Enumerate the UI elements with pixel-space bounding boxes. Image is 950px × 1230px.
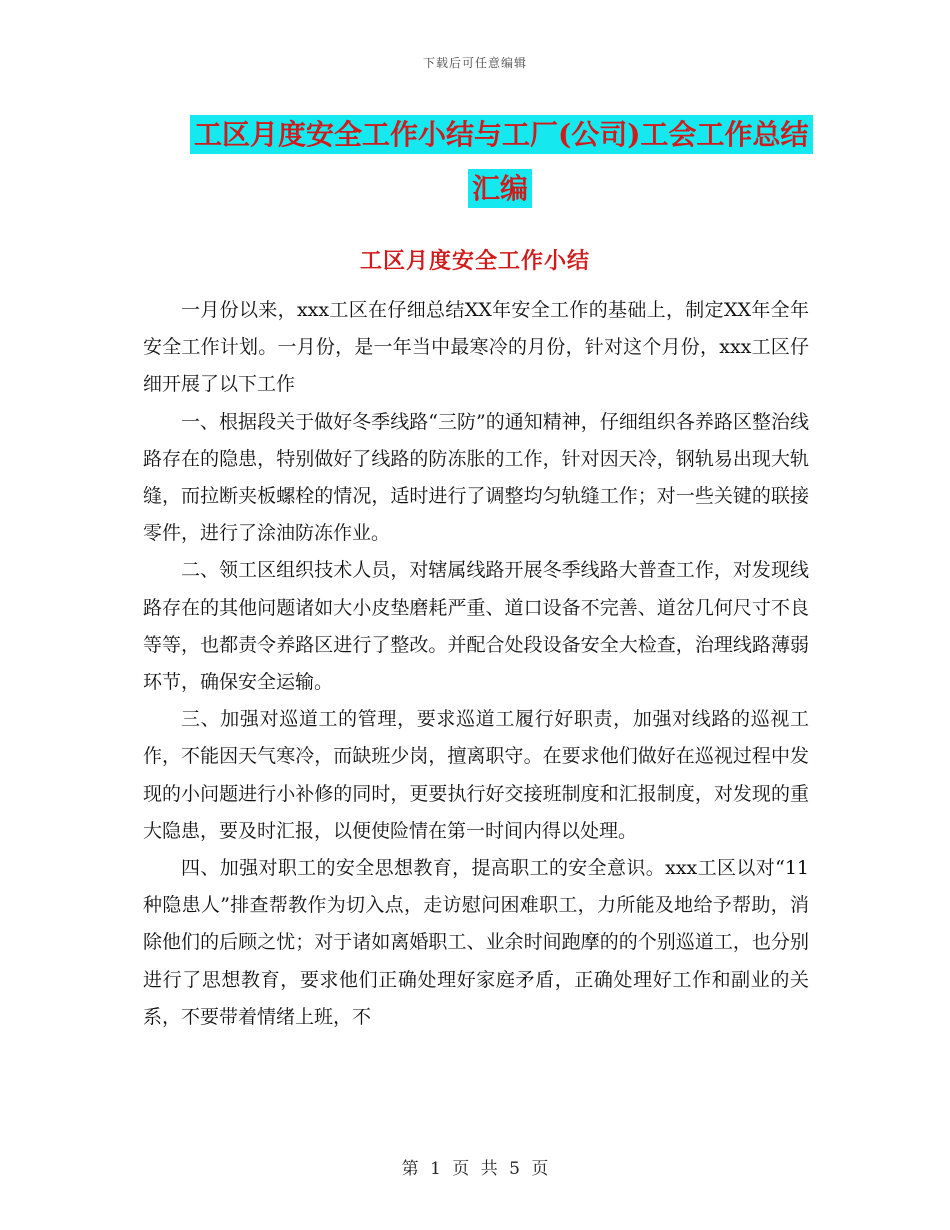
document-title	[190, 108, 810, 216]
page-header-note: 下载后可任意编辑	[422, 56, 527, 70]
document-title-highlight: 工区月度安全工作小结与工厂(公司)工会工作总结汇编	[190, 115, 813, 208]
paragraph-item-3: 三、加强对巡道工的管理，要求巡道工履行好职责，加强对线路的巡视工作，不能因天气寒冷，而缺班少岗，擅离职守。在要求他们做好在巡视过程中发现的小问题进行小补修的同时，更要执行好交接班制度和汇报制度，对发现的重大隐患，要及时汇报，以便使险情在第一时间内得以处理。	[143, 708, 809, 842]
document-body	[143, 292, 809, 1036]
page-number-footer: 第 1 页 共 5 页	[401, 1159, 549, 1179]
paragraph-item-1: 一、根据段关于做好冬季线路“三防”的通知精神，仔细组织各养路区整治线路存在的隐患，特别做好了线路的防冻胀的工作，针对因天冷，钢轨易出现大轨缝，而拉断夹板螺栓的情况，适时进行了调整均匀轨缝工作；对一些关键的联接零件，进行了涂油防冻作业。	[143, 410, 809, 545]
paragraph-intro: 一月份以来，xxx工区在仔细总结XX年安全工作的基础上，制定XX年全年安全工作计划。一月份，是一年当中最寒冷的月份，针对这个月份，xxx工区仔细开展了以下工作	[143, 299, 809, 396]
section-title: 工区月度安全工作小结	[359, 248, 590, 274]
paragraph-item-4: 四、加强对职工的安全思想教育，提高职工的安全意识。xxx工区以对“11种隐患人”排查帮教作为切入点，走访慰问困难职工，力所能及地给予帮助，消除他们的后顾之忧；对于诸如离婚职工、业余时间跑摩的的个别巡道工，也分别进行了思想教育，要求他们正确处理好家庭矛盾，正确处理好工作和副业的关系，不要带着情绪上班，不	[143, 857, 809, 1028]
paragraph-item-2: 二、领工区组织技术人员，对辖属线路开展冬季线路大普查工作，对发现线路存在的其他问题诸如大小皮垫磨耗严重、道口设备不完善、道岔几何尺寸不良等等，也都责令养路区进行了整改。并配合处段设备安全大检查，治理线路薄弱环节，确保安全运输。	[143, 559, 809, 694]
